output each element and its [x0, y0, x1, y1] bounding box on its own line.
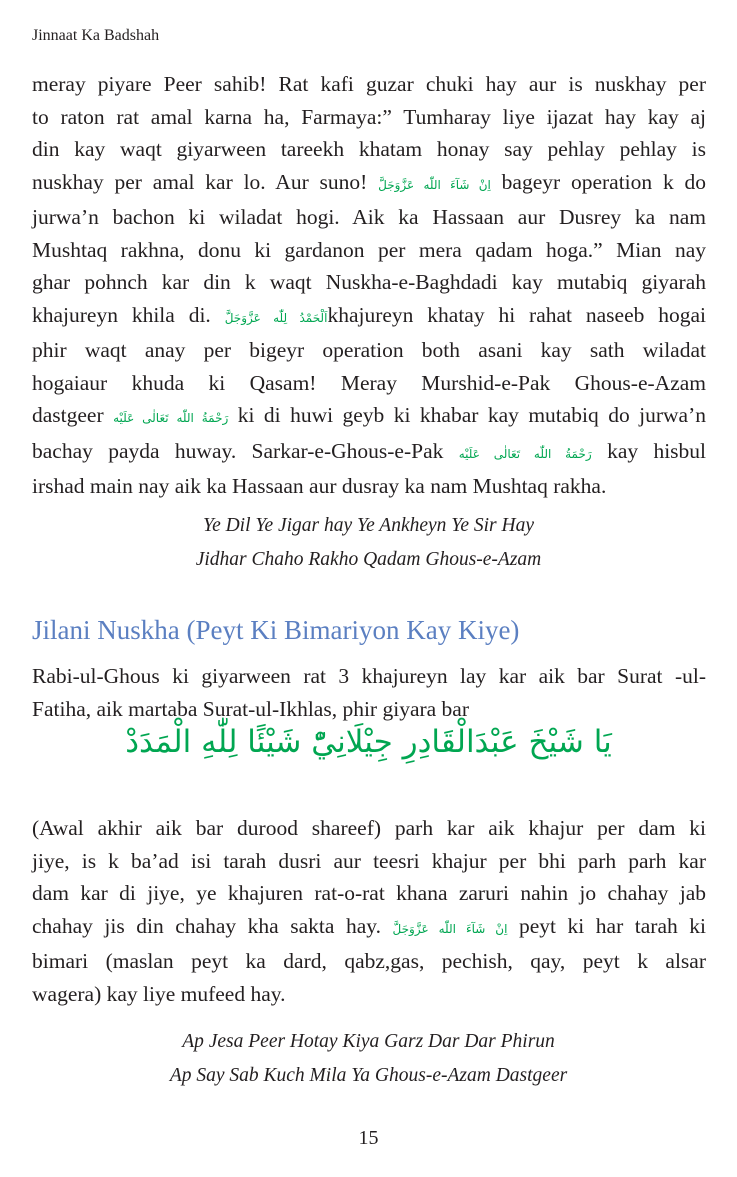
- arabic-invocation: يَا شَيْخَ عَبْدَالْقَادِرِ جِيْلَانِيّْ شَيْئًا لِلّٰهِ الْمَدَدْ: [125, 724, 612, 760]
- rahmatullah-alaih-phrase: رَحْمَةُ اللّٰه تَعَالٰى عَلَيْه: [113, 411, 229, 425]
- text-fragment: khajureyn khatay hi rahat naseeb hogai: [327, 302, 707, 327]
- text-line: meray piyare Peer sahib! Rat kafi guzar chuki hay aur is nuskhay per: [32, 72, 706, 96]
- couplet-line: Jidhar Chaho Rakho Qadam Ghous-e-Azam: [195, 549, 542, 570]
- text-line: [32, 399, 706, 435]
- text-line: Mushtaq rakhna, donu ki gardanon per mera qadam hoga.” Mian nay: [32, 237, 706, 262]
- text-fragment: kay hisbul: [607, 438, 707, 463]
- text-line: hogaiaur khuda ki Qasam! Meray Murshid-e-Pak Ghous-e-Azam: [32, 370, 706, 395]
- text-fragment: nuskhay per amal kar lo. Aur suno!: [32, 169, 368, 194]
- body-paragraph: [32, 812, 706, 1010]
- text-line: to raton rat amal karna ha, Farmaya:” Tumharay liye ijazat hay kay aj: [32, 104, 706, 129]
- section-heading: Jilani Nuskha (Peyt Ki Bimariyon Kay Kiye): [32, 615, 520, 645]
- text-line: [32, 299, 706, 335]
- text-line: irshad main nay aik ka Hassaan aur dusray ka nam Mushtaq rakha.: [32, 474, 607, 498]
- rahmatullah-alaih-phrase: رَحْمَةُ اللّٰه تَعَالٰى عَلَيْه: [458, 446, 592, 461]
- text-fragment: ki di huwi geyb ki khabar kay mutabiq do jurwa’n: [237, 403, 707, 427]
- couplet-line: Ap Say Sab Kuch Mila Ya Ghous-e-Azam Dastgeer: [169, 1065, 568, 1086]
- text-line: jurwa’n bachon ki wiladat hogi. Aik ka Hassaan aur Dusrey ka nam: [32, 205, 706, 229]
- couplet: [0, 509, 737, 577]
- text-line: jiye, is k ba’ad isi tarah dusri aur teesri khajur per bhi parh parh kar: [32, 848, 706, 873]
- text-line: Rabi-ul-Ghous ki giyarween rat 3 khajureyn lay kar aik bar Surat -ul-: [32, 664, 706, 688]
- text-fragment: chahay jis din chahay kha sakta hay.: [32, 913, 381, 938]
- text-fragment: bageyr operation k do: [501, 169, 707, 194]
- text-line: Fatiha, aik martaba Surat-ul-Ikhlas, phir giyara bar: [32, 696, 470, 721]
- insha-allah-phrase: اِنْ شَآءَ اللّٰه عَزَّوَجَلَّ: [392, 921, 508, 936]
- text-line: dam kar di jiye, ye khajuren rat-o-rat khana zaruri nahin jo chahay jab: [32, 881, 706, 905]
- body-paragraph: [32, 68, 706, 503]
- text-fragment: peyt ki har tarah ki: [519, 913, 707, 938]
- text-line: [32, 435, 706, 471]
- running-title: Jinnaat Ka Badshah: [32, 27, 160, 44]
- couplet-line: Ap Jesa Peer Hotay Kiya Garz Dar Dar Phirun: [182, 1031, 555, 1052]
- couplet: [0, 1025, 737, 1093]
- text-line: phir waqt anay per bigeyr operation both asani kay sath wiladat: [32, 338, 706, 362]
- page-number: 15: [358, 1127, 379, 1149]
- text-fragment: khajureyn khila di.: [32, 302, 211, 327]
- body-paragraph: [32, 660, 706, 725]
- alhamdulillah-phrase: اَلْحَمْدُ لِلّٰه عَزَّوَجَلَّ: [224, 310, 328, 325]
- couplet-line: Ye Dil Ye Jigar hay Ye Ankheyn Ye Sir Hay: [203, 515, 534, 536]
- text-line: [32, 910, 706, 946]
- text-fragment: dastgeer: [32, 403, 104, 427]
- text-fragment: bachay payda huway. Sarkar-e-Ghous-e-Pak: [32, 438, 444, 463]
- text-line: din kay waqt giyarween tareekh khatam honay say pehlay pehlay is: [32, 137, 706, 161]
- insha-allah-phrase: اِنْ شَآءَ اللّٰه عَزَّوَجَلَّ: [378, 177, 491, 192]
- text-line: (Awal akhir aik bar durood shareef) parh kar aik khajur per dam ki: [32, 816, 706, 840]
- text-line: [32, 166, 706, 202]
- text-line: wagera) kay liye mufeed hay.: [32, 981, 286, 1006]
- text-line: ghar pohnch kar din k waqt Nuskha-e-Baghdadi kay mutabiq giyarah: [32, 270, 706, 294]
- text-line: bimari (maslan peyt ka dard, qabz,gas, pechish, qay, peyt k alsar: [32, 949, 706, 973]
